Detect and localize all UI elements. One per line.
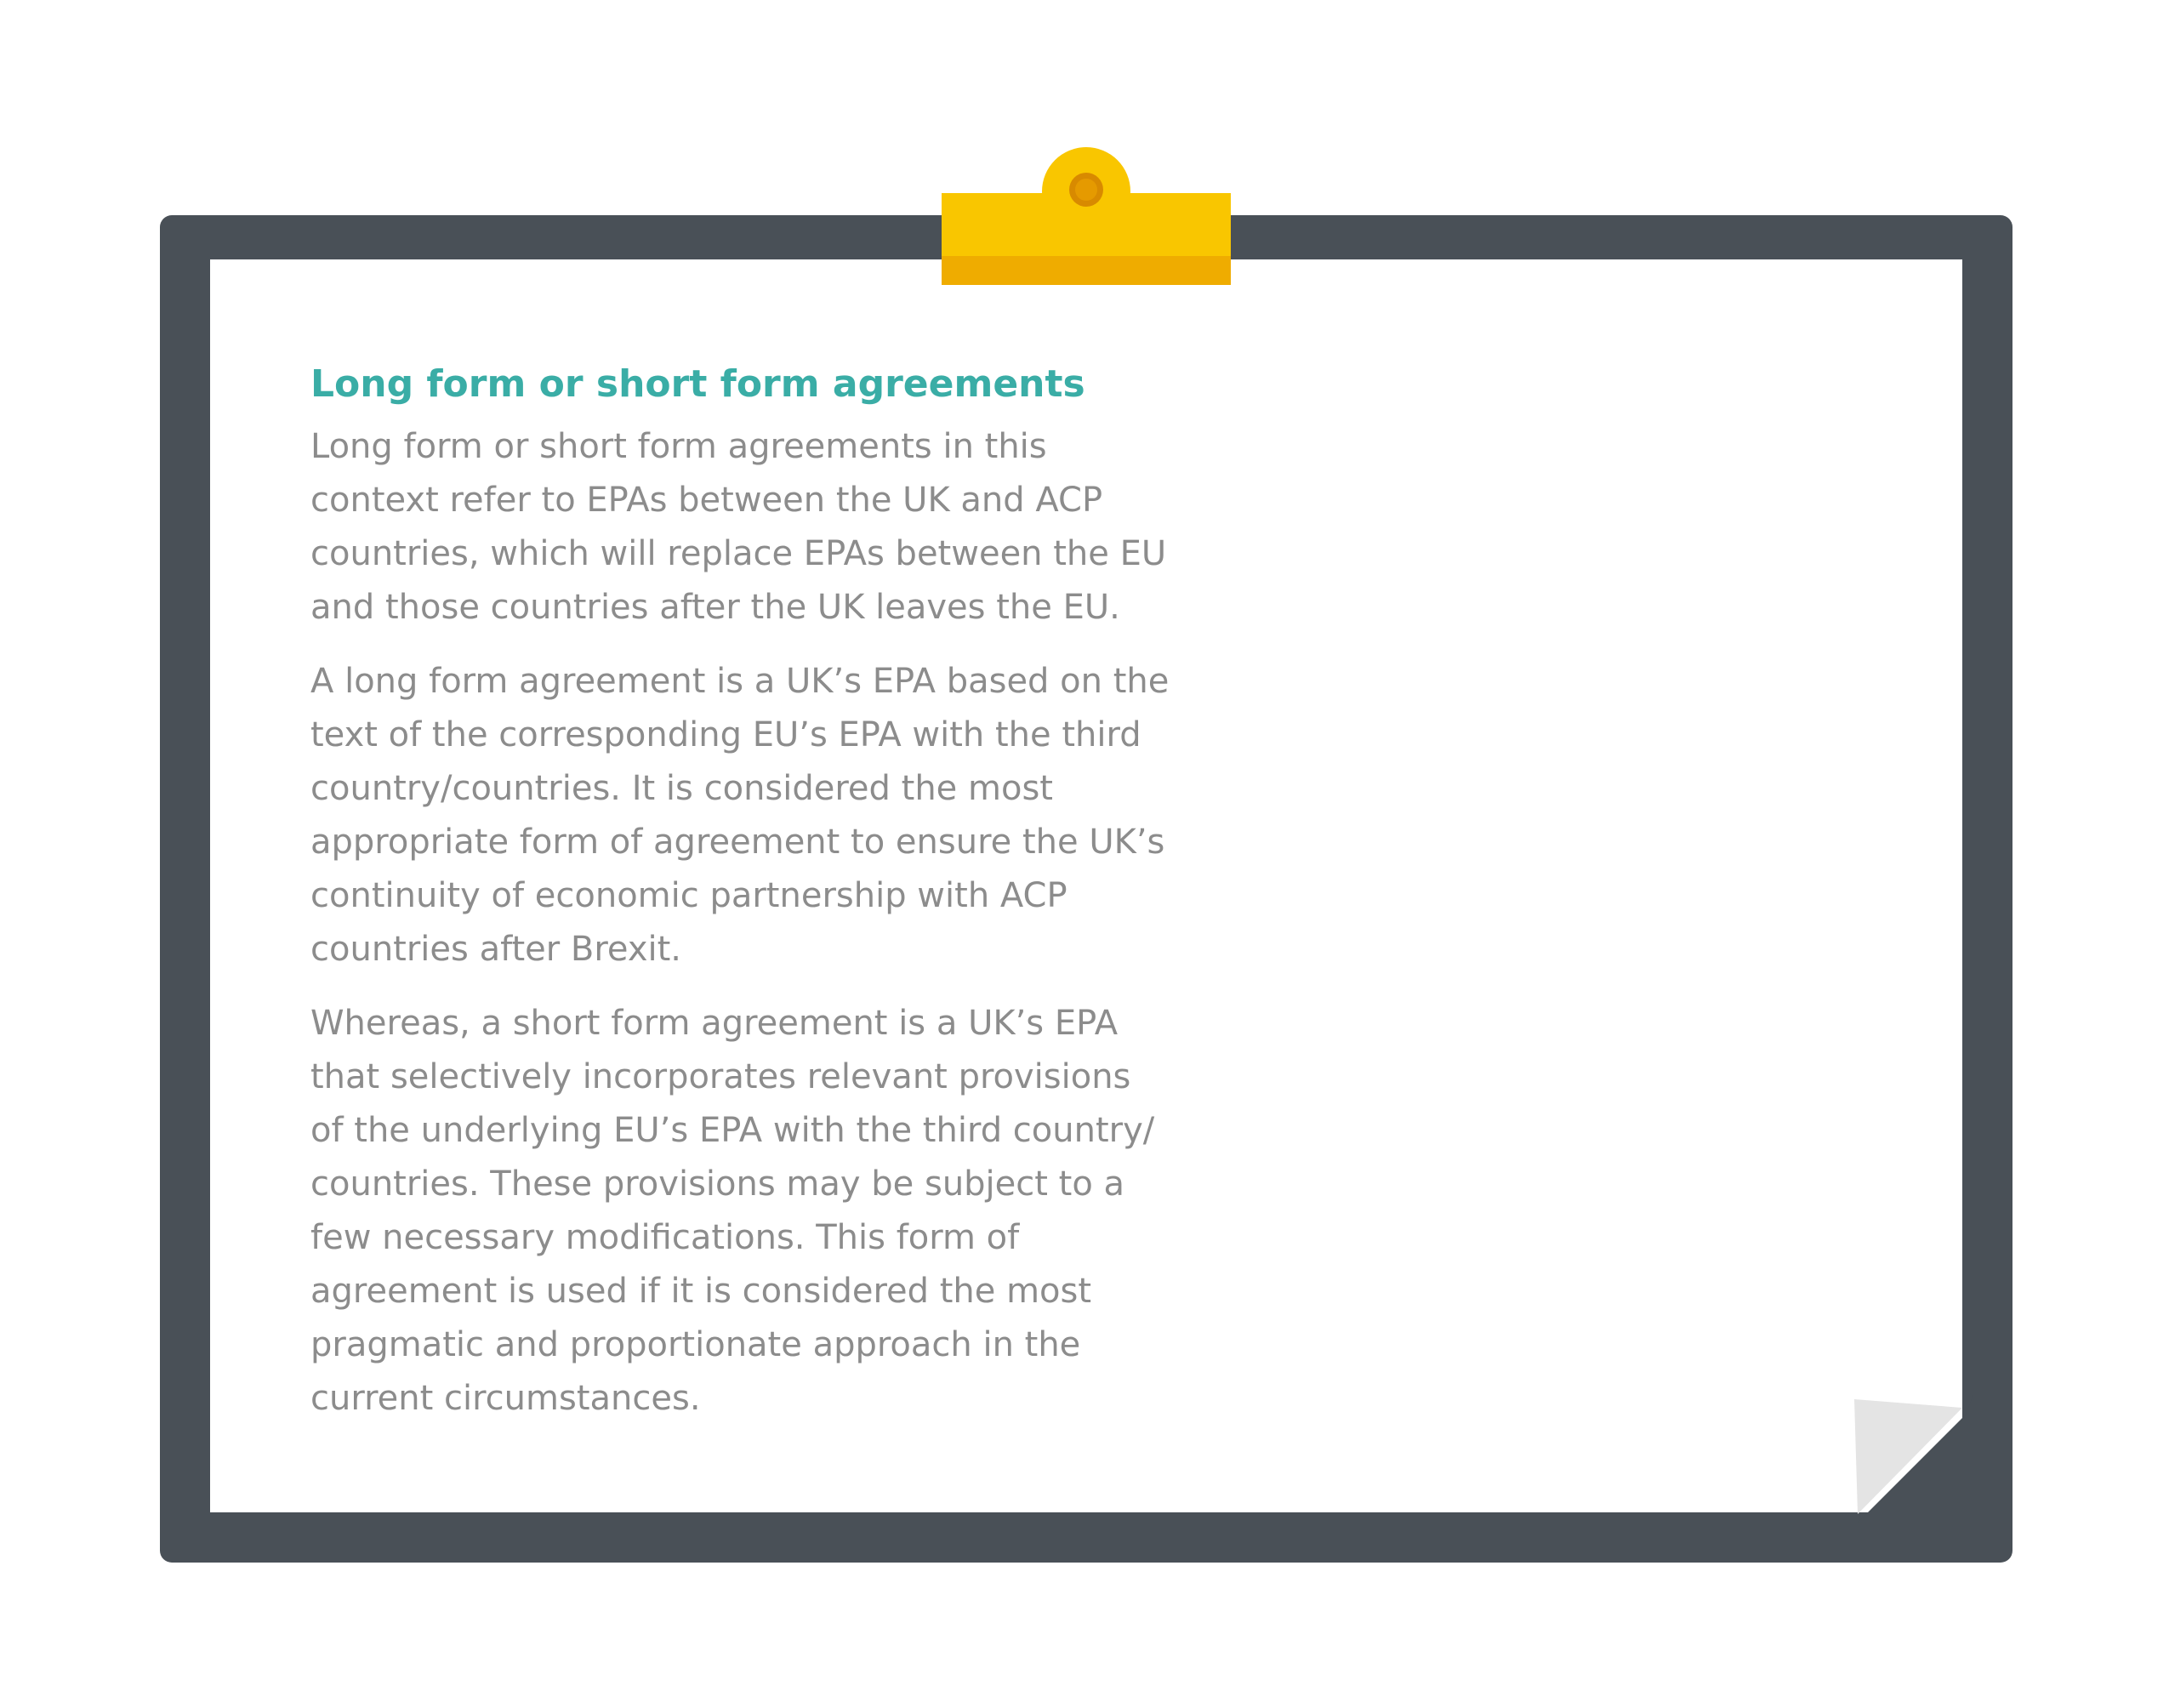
paragraph-short-form: Whereas, a short form agreement is a UK’s EPA that selectively incorporates relevant provisions of the underlying EU’s EPA with the third country/ countries. These provisions may be subject to a few necessary modifications. This form of agreement is used if it is considered the most pragmatic and proportionate approach in the current circumstances. [310,1004,1155,1418]
page-curl-icon [1837,1395,1973,1523]
paragraph-long-form: A long form agreement is a UK’s EPA based on the text of the corresponding EU’s EPA with the third country/countries. It is considered the most appropriate form of agreement to ensure the UK’s continuity of economic partnership with ACP countries after Brexit. [310,662,1170,969]
card-heading: Long form or short form agreements [310,362,1085,406]
card-content [310,357,1170,1446]
paragraph-definition: Long form or short form agreements in this context refer to EPAs between the UK and ACP countries, which will replace EPAs between the EU and those countries after the UK leaves the EU. [310,427,1167,627]
paper-clip-icon [942,147,1231,285]
